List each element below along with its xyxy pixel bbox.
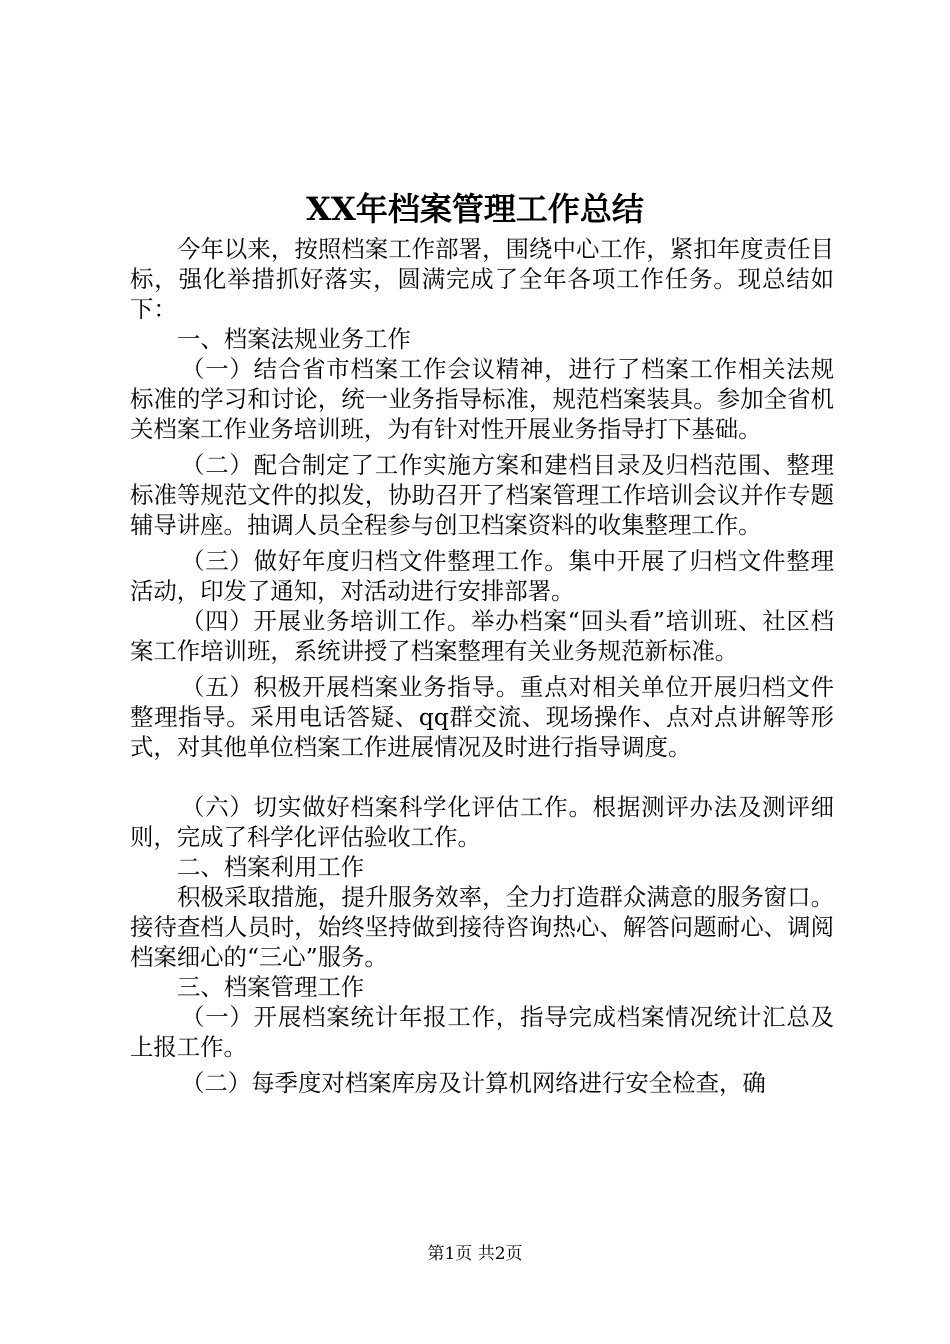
section-heading-2: 二、档案利用工作 [177,853,365,881]
section-heading-1: 一、档案法规业务工作 [177,325,411,353]
document-body [130,234,834,1098]
paragraph-item: （五）积极开展档案业务指导。重点对相关单位开展归档文件整理指导。采用电话答疑、qq群交流、现场操作、点对点讲解等形式，对其他单位档案工作进展情况及时进行指导调度。 [130,673,834,761]
paragraph-item: （一）开展档案统计年报工作，指导完成档案情况统计汇总及上报工作。 [130,1003,834,1061]
paragraph-item: （一）结合省市档案工作会议精神，进行了档案工作相关法规标准的学习和讨论，统一业务指导标准，规范档案装具。参加全省机关档案工作业务培训班，为有针对性开展业务指导打下基础。 [130,355,834,443]
page-title: XX年档案管理工作总结 [306,190,644,228]
paragraph-item: （六）切实做好档案科学化评估工作。根据测评办法及测评细则，完成了科学化评估验收工作。 [130,793,834,851]
paragraph-intro: 今年以来，按照档案工作部署，围绕中心工作，紧扣年度责任目标，强化举措抓好落实，圆满完成了全年各项工作任务。现总结如下： [130,235,834,323]
paragraph-item: 积极采取措施，提升服务效率，全力打造群众满意的服务窗口。接待查档人员时，始终坚持做到接待咨询热心、解答问题耐心、调阅档案细心的“三心”服务。 [130,883,834,971]
paragraph-item: （三）做好年度归档文件整理工作。集中开展了归档文件整理活动，印发了通知，对活动进行安排部署。 [130,547,834,605]
section-heading-3: 三、档案管理工作 [177,973,365,1001]
paragraph-item: （二）配合制定了工作实施方案和建档目录及归档范围、整理标准等规范文件的拟发，协助召开了档案管理工作培训会议并作专题辅导讲座。抽调人员全程参与创卫档案资料的收集整理工作。 [130,451,834,539]
page-indicator: 第1页 共2页 [427,1244,523,1264]
paragraph-item: （四）开展业务培训工作。举办档案“回头看”培训班、社区档案工作培训班，系统讲授了档案整理有关业务规范新标准。 [130,607,834,665]
paragraph-item: （二）每季度对档案库房及计算机网络进行安全检查，确 [181,1069,766,1097]
